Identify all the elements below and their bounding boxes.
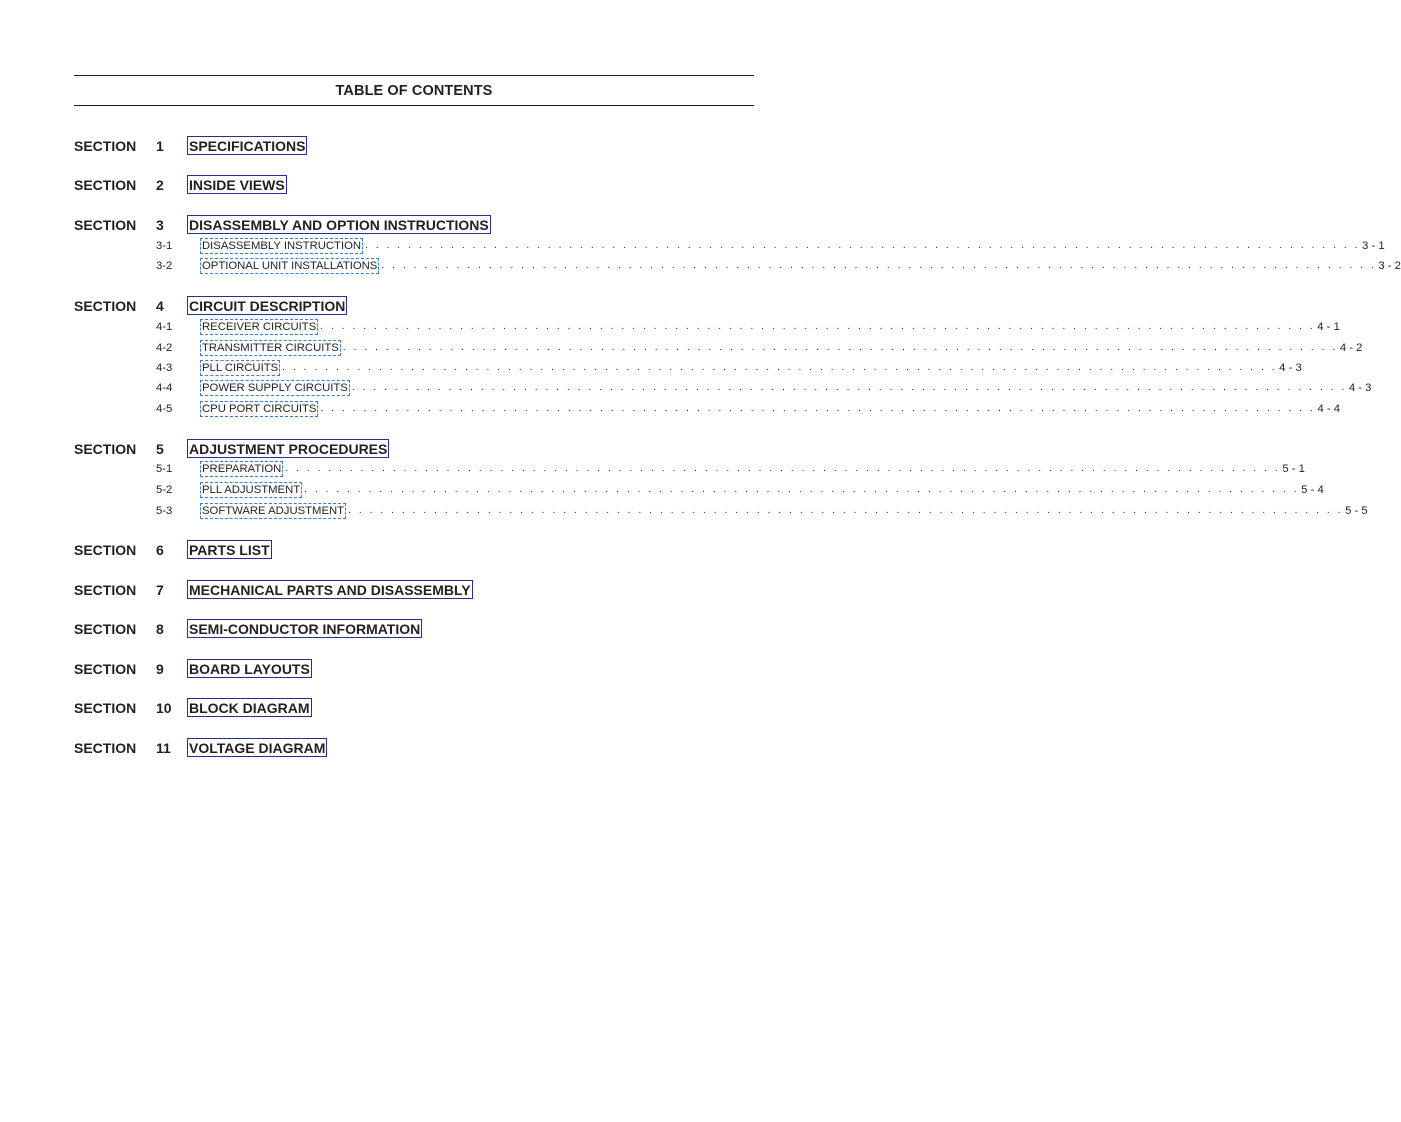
- subsection-number: 5-2: [156, 484, 173, 496]
- section-word: SECTION: [74, 542, 137, 558]
- subsection-5-2-link[interactable]: PLL ADJUSTMENT: [202, 484, 301, 496]
- section-word: SECTION: [74, 177, 137, 193]
- page-number: 4 - 3: [1279, 362, 1302, 374]
- section-number: 5: [156, 441, 164, 457]
- subsection-4-1-link[interactable]: RECEIVER CIRCUITS: [202, 321, 317, 333]
- dot-leader: . . . . . . . . . . . . . . . . . . . . . . . . . . . . . . . . . . . . . . . . . . . . . . . . . . . . . . . . . . . . . . . . . . . . . . . . . . . . . . . . . . . . . . . . . . . . .: [381, 260, 1377, 271]
- subsection-entry: [200, 238, 1385, 254]
- section-11-link[interactable]: VOLTAGE DIAGRAM: [189, 740, 326, 756]
- subsection-entry: [200, 482, 1324, 498]
- dot-leader: . . . . . . . . . . . . . . . . . . . . . . . . . . . . . . . . . . . . . . . . . . . . . . . . . . . . . . . . . . . . . . . . . . . . . . . . . . . . . . . . . . . . . . . . . . . . .: [285, 463, 1281, 474]
- section-number: 2: [156, 177, 164, 193]
- section-number: 6: [156, 542, 164, 558]
- section-number: 1: [156, 138, 164, 154]
- subsection-entry: [200, 340, 1363, 356]
- toc-subsection-5-2: [156, 482, 1324, 498]
- subsection-3-2-link[interactable]: OPTIONAL UNIT INSTALLATIONS: [202, 260, 378, 272]
- subsection-entry: [200, 360, 1302, 376]
- page-number: 4 - 1: [1317, 321, 1340, 333]
- subsection-4-3-link[interactable]: PLL CIRCUITS: [202, 362, 279, 374]
- subsection-number: 4-1: [156, 321, 173, 333]
- subsection-entry: [200, 503, 1368, 519]
- subsection-number: 4-2: [156, 342, 173, 354]
- section-number: 8: [156, 621, 164, 637]
- subsection-number: 5-1: [156, 463, 173, 475]
- section-10-link[interactable]: BLOCK DIAGRAM: [189, 700, 310, 716]
- toc-subsection-5-3: [156, 503, 1368, 519]
- page-title: TABLE OF CONTENTS: [335, 83, 493, 99]
- dot-leader: . . . . . . . . . . . . . . . . . . . . . . . . . . . . . . . . . . . . . . . . . . . . . . . . . . . . . . . . . . . . . . . . . . . . . . . . . . . . . . . . . . . . . . . . . . . . .: [320, 403, 1316, 414]
- page-number: 3 - 1: [1362, 240, 1385, 252]
- section-word: SECTION: [74, 740, 137, 756]
- toc-subsection-4-1: [156, 319, 1340, 335]
- section-word: SECTION: [74, 298, 137, 314]
- section-number: 4: [156, 298, 164, 314]
- section-word: SECTION: [74, 621, 137, 637]
- dot-leader: . . . . . . . . . . . . . . . . . . . . . . . . . . . . . . . . . . . . . . . . . . . . . . . . . . . . . . . . . . . . . . . . . . . . . . . . . . . . . . . . . . . . . . . . . . . . .: [320, 321, 1316, 332]
- subsection-number: 4-4: [156, 382, 173, 394]
- dot-leader: . . . . . . . . . . . . . . . . . . . . . . . . . . . . . . . . . . . . . . . . . . . . . . . . . . . . . . . . . . . . . . . . . . . . . . . . . . . . . . . . . . . . . . . . . . . . .: [342, 342, 1338, 353]
- subsection-4-2-link[interactable]: TRANSMITTER CIRCUITS: [202, 342, 339, 354]
- toc-subsection-5-1: [156, 461, 1305, 477]
- page-number: 4 - 4: [1317, 403, 1341, 415]
- section-word: SECTION: [74, 700, 137, 716]
- subsection-5-3-link[interactable]: SOFTWARE ADJUSTMENT: [202, 505, 345, 517]
- section-2-link[interactable]: INSIDE VIEWS: [189, 177, 285, 193]
- subsection-number: 3-1: [156, 240, 173, 252]
- section-word: SECTION: [74, 217, 137, 233]
- page-number: 5 - 1: [1282, 463, 1305, 475]
- section-word: SECTION: [74, 138, 137, 154]
- toc-subsection-4-5: [156, 401, 1341, 417]
- section-number: 3: [156, 217, 164, 233]
- subsection-3-1-link[interactable]: DISASSEMBLY INSTRUCTION: [202, 240, 362, 252]
- section-5-link[interactable]: ADJUSTMENT PROCEDURES: [189, 441, 388, 457]
- subsection-number: 4-3: [156, 362, 173, 374]
- toc-subsection-3-2: [156, 258, 1401, 274]
- section-word: SECTION: [74, 661, 137, 677]
- subsection-4-5-link[interactable]: CPU PORT CIRCUITS: [202, 403, 317, 415]
- subsection-4-4-link[interactable]: POWER SUPPLY CIRCUITS: [202, 382, 348, 394]
- dot-leader: . . . . . . . . . . . . . . . . . . . . . . . . . . . . . . . . . . . . . . . . . . . . . . . . . . . . . . . . . . . . . . . . . . . . . . . . . . . . . . . . . . . . . . . . . . . . .: [351, 382, 1347, 393]
- page-number: 5 - 4: [1301, 484, 1324, 496]
- dot-leader: . . . . . . . . . . . . . . . . . . . . . . . . . . . . . . . . . . . . . . . . . . . . . . . . . . . . . . . . . . . . . . . . . . . . . . . . . . . . . . . . . . . . . . . . . . . . .: [348, 505, 1344, 516]
- subsection-entry: [200, 461, 1305, 477]
- section-number: 7: [156, 582, 164, 598]
- dot-leader: . . . . . . . . . . . . . . . . . . . . . . . . . . . . . . . . . . . . . . . . . . . . . . . . . . . . . . . . . . . . . . . . . . . . . . . . . . . . . . . . . . . . . . . . . . . . .: [282, 362, 1278, 373]
- subsection-number: 5-3: [156, 505, 173, 517]
- section-4-link[interactable]: CIRCUIT DESCRIPTION: [189, 298, 346, 314]
- section-number: 9: [156, 661, 164, 677]
- subsection-5-1-link[interactable]: PREPARATION: [202, 463, 282, 475]
- page-number: 4 - 3: [1348, 382, 1372, 394]
- subsection-number: 3-2: [156, 260, 173, 272]
- toc-subsection-3-1: [156, 238, 1385, 254]
- section-6-link[interactable]: PARTS LIST: [189, 542, 270, 558]
- page-number: 3 - 2: [1378, 260, 1401, 272]
- section-3-link[interactable]: DISASSEMBLY AND OPTION INSTRUCTIONS: [189, 217, 489, 233]
- section-word: SECTION: [74, 441, 137, 457]
- subsection-entry: [200, 401, 1341, 417]
- title-rule-top: [74, 75, 754, 76]
- section-number: 11: [156, 740, 171, 756]
- toc-subsection-4-2: [156, 340, 1363, 356]
- section-9-link[interactable]: BOARD LAYOUTS: [189, 661, 310, 677]
- section-7-link[interactable]: MECHANICAL PARTS AND DISASSEMBLY: [189, 582, 471, 598]
- page-number: 4 - 2: [1339, 342, 1363, 354]
- title-rule-bottom: [74, 105, 754, 106]
- dot-leader: . . . . . . . . . . . . . . . . . . . . . . . . . . . . . . . . . . . . . . . . . . . . . . . . . . . . . . . . . . . . . . . . . . . . . . . . . . . . . . . . . . . . . . . . . . . . .: [365, 240, 1361, 251]
- section-number: 10: [156, 700, 172, 716]
- section-1-link[interactable]: SPECIFICATIONS: [189, 138, 306, 154]
- subsection-number: 4-5: [156, 403, 173, 415]
- subsection-entry: [200, 319, 1340, 335]
- page-number: 5 - 5: [1345, 505, 1368, 517]
- dot-leader: . . . . . . . . . . . . . . . . . . . . . . . . . . . . . . . . . . . . . . . . . . . . . . . . . . . . . . . . . . . . . . . . . . . . . . . . . . . . . . . . . . . . . . . . . . . . .: [304, 484, 1300, 495]
- section-8-link[interactable]: SEMI-CONDUCTOR INFORMATION: [189, 621, 421, 637]
- section-word: SECTION: [74, 582, 137, 598]
- subsection-entry: [200, 258, 1401, 274]
- subsection-entry: [200, 380, 1372, 396]
- toc-subsection-4-4: [156, 380, 1372, 396]
- toc-subsection-4-3: [156, 360, 1302, 376]
